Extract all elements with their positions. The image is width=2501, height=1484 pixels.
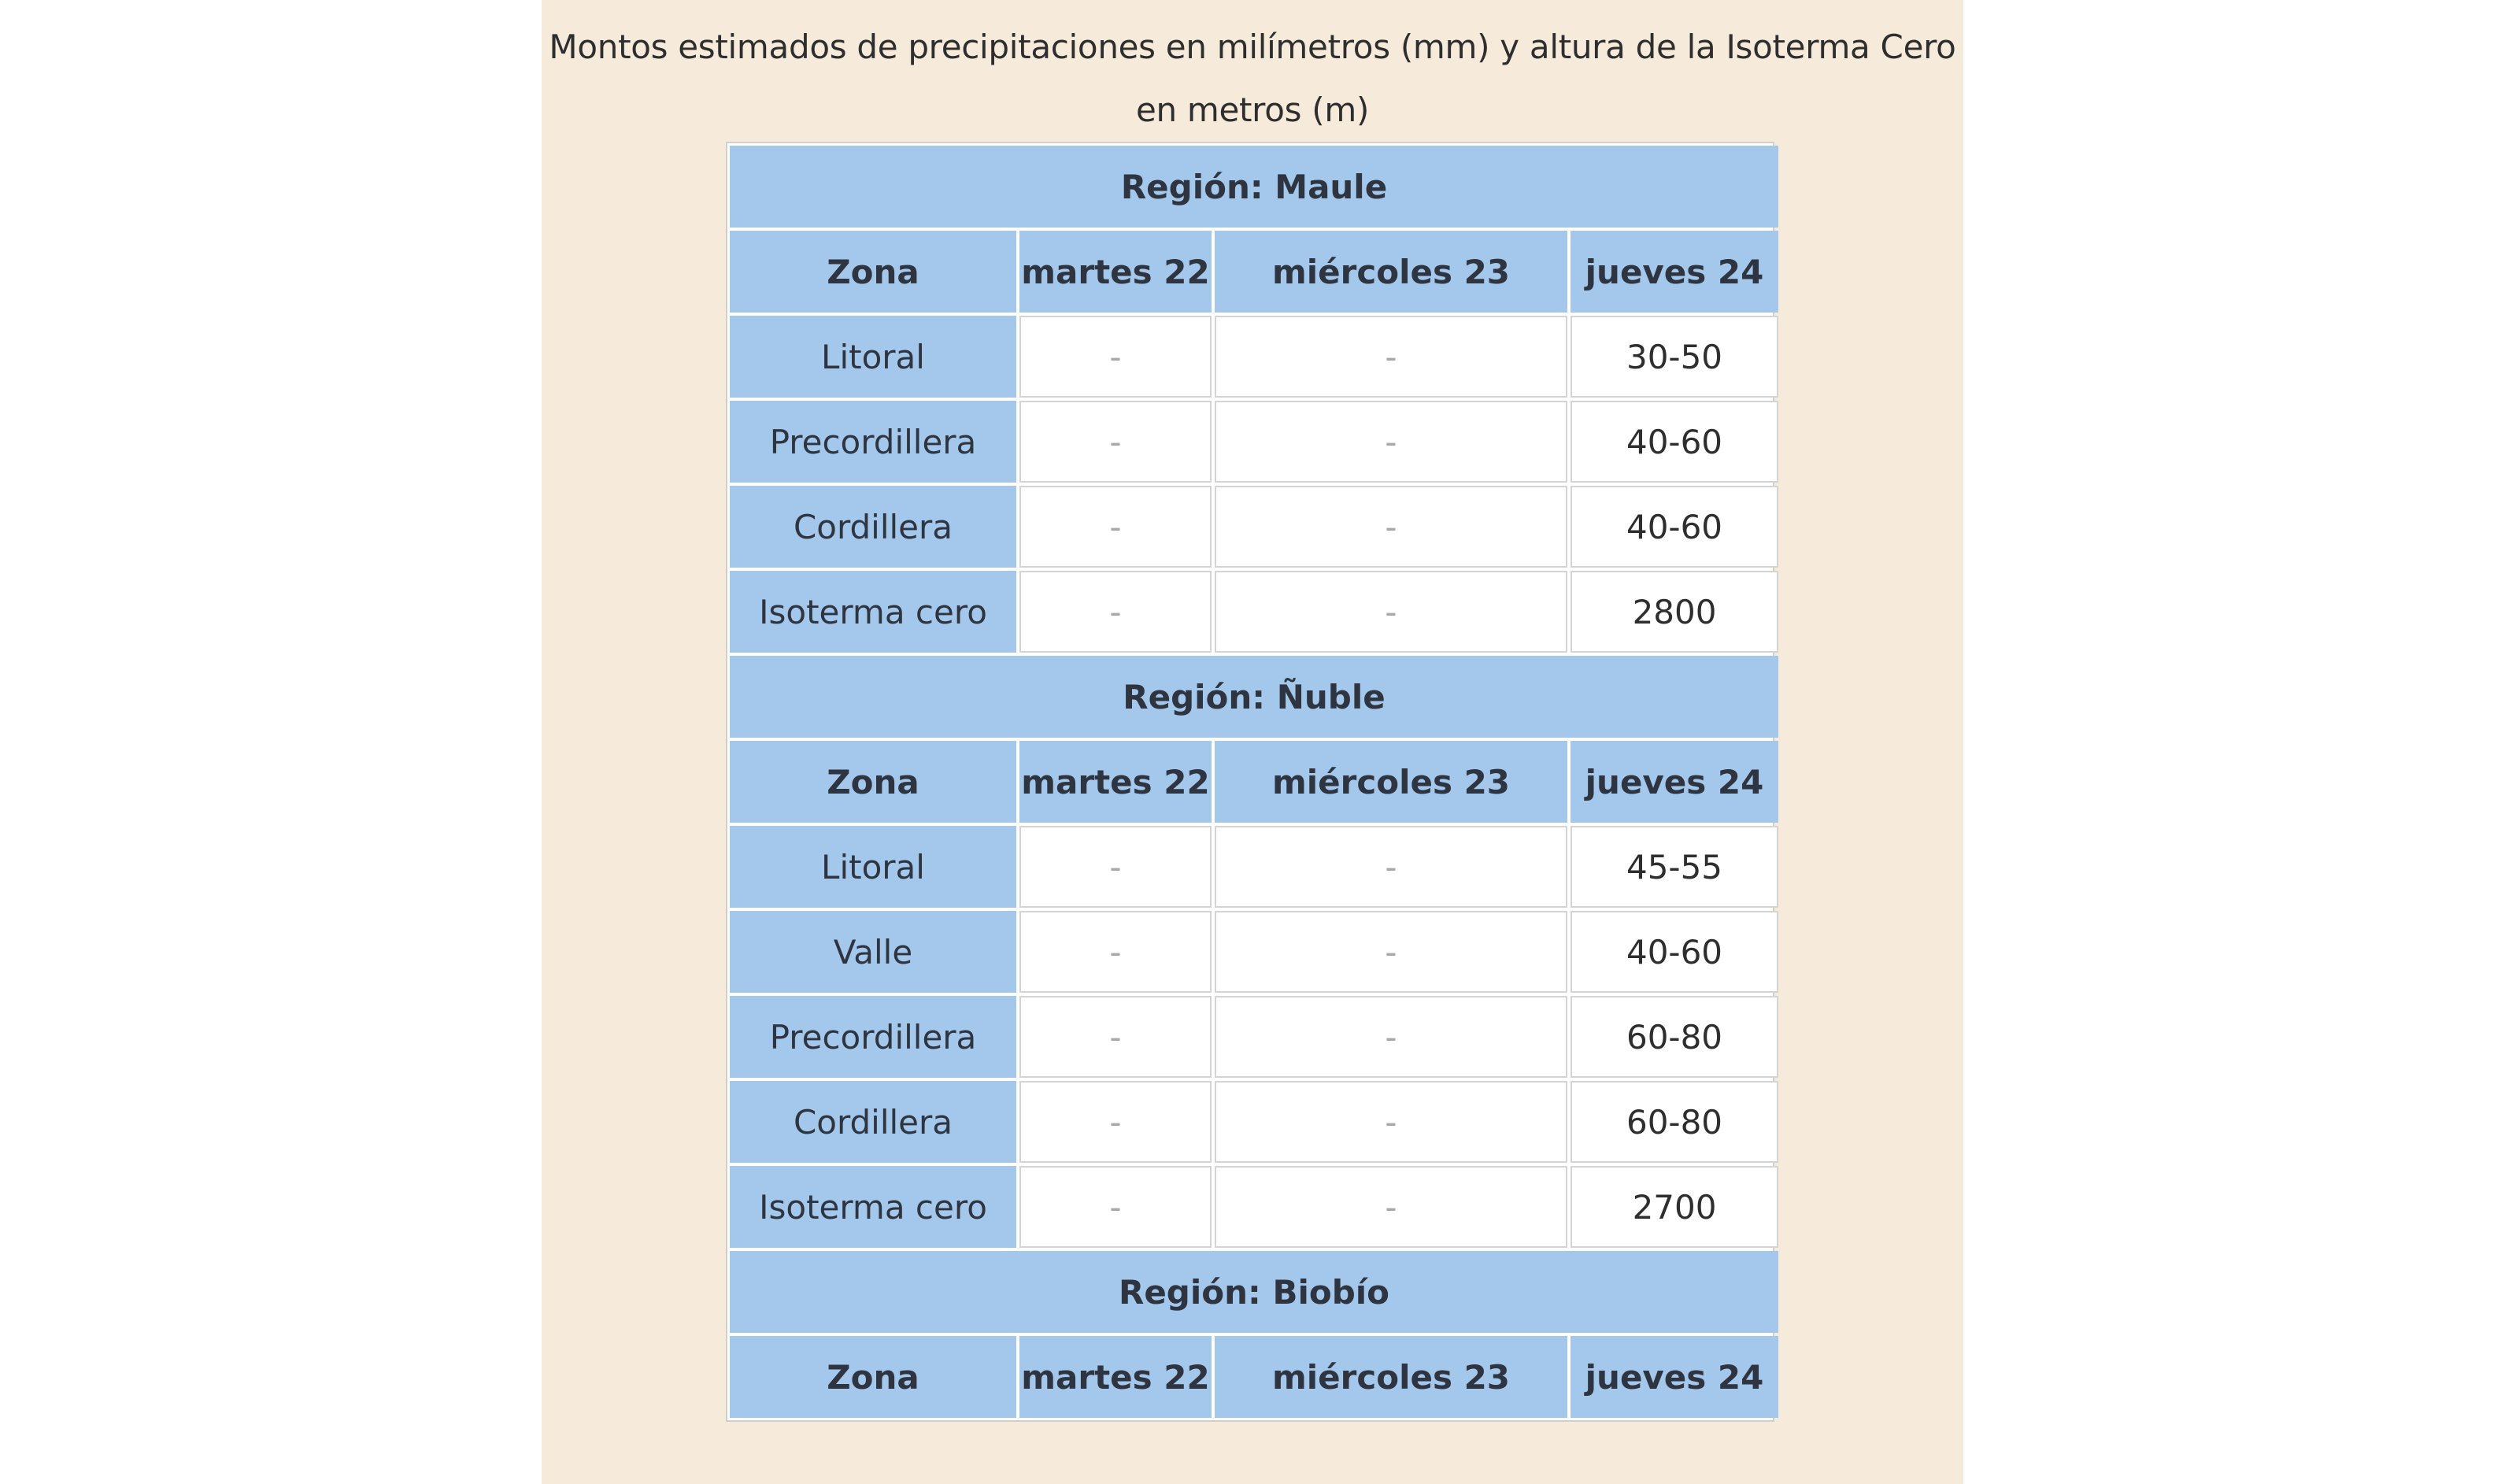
value-cell: 45-55 xyxy=(1571,826,1778,908)
header-zona: Zona xyxy=(730,1336,1016,1418)
content-panel xyxy=(542,0,1963,1484)
header-martes: martes 22 xyxy=(1019,1336,1212,1418)
value-cell: 60-80 xyxy=(1571,1081,1778,1163)
value-cell: - xyxy=(1019,996,1212,1078)
value-cell: 40-60 xyxy=(1571,486,1778,568)
table-row xyxy=(730,1166,1778,1248)
zone-cell: Cordillera xyxy=(730,486,1016,568)
forecast-table-container xyxy=(726,142,1774,1422)
precipitation-table xyxy=(727,142,1781,1421)
region-title: Región: Ñuble xyxy=(730,656,1778,738)
zone-cell: Isoterma cero xyxy=(730,1166,1016,1248)
value-cell: 30-50 xyxy=(1571,316,1778,398)
value-cell: - xyxy=(1019,1081,1212,1163)
zone-cell: Precordillera xyxy=(730,996,1016,1078)
value-cell: 2800 xyxy=(1571,571,1778,653)
value-cell: - xyxy=(1215,996,1567,1078)
header-row xyxy=(730,741,1778,823)
value-cell: - xyxy=(1215,1081,1567,1163)
value-cell: 40-60 xyxy=(1571,401,1778,483)
value-cell: - xyxy=(1019,1166,1212,1248)
value-cell: - xyxy=(1019,911,1212,993)
value-cell: - xyxy=(1019,571,1212,653)
table-row xyxy=(730,486,1778,568)
zone-cell: Precordillera xyxy=(730,401,1016,483)
table-row xyxy=(730,316,1778,398)
value-cell: - xyxy=(1019,486,1212,568)
zone-cell: Valle xyxy=(730,911,1016,993)
zone-cell: Litoral xyxy=(730,316,1016,398)
header-martes: martes 22 xyxy=(1019,741,1212,823)
table-row xyxy=(730,571,1778,653)
value-cell: 40-60 xyxy=(1571,911,1778,993)
header-jueves: jueves 24 xyxy=(1571,741,1778,823)
zone-cell: Litoral xyxy=(730,826,1016,908)
table-caption: Montos estimados de precipitaciones en milímetros (mm) y altura de la Isoterma Cero en metros (m) xyxy=(549,28,1956,129)
value-cell: - xyxy=(1215,316,1567,398)
value-cell: - xyxy=(1215,826,1567,908)
region-title: Región: Maule xyxy=(730,146,1778,228)
value-cell: - xyxy=(1215,486,1567,568)
header-zona: Zona xyxy=(730,741,1016,823)
header-jueves: jueves 24 xyxy=(1571,231,1778,313)
region-title-row xyxy=(730,146,1778,228)
value-cell: - xyxy=(1215,401,1567,483)
header-miercoles: miércoles 23 xyxy=(1215,231,1567,313)
header-row xyxy=(730,1336,1778,1418)
region-title: Región: Biobío xyxy=(730,1251,1778,1333)
header-zona: Zona xyxy=(730,231,1016,313)
header-miercoles: miércoles 23 xyxy=(1215,741,1567,823)
value-cell: - xyxy=(1019,316,1212,398)
header-martes: martes 22 xyxy=(1019,231,1212,313)
table-row xyxy=(730,911,1778,993)
value-cell: - xyxy=(1019,826,1212,908)
table-row xyxy=(730,1081,1778,1163)
table-row xyxy=(730,401,1778,483)
header-jueves: jueves 24 xyxy=(1571,1336,1778,1418)
value-cell: - xyxy=(1019,401,1212,483)
zone-cell: Cordillera xyxy=(730,1081,1016,1163)
header-miercoles: miércoles 23 xyxy=(1215,1336,1567,1418)
region-title-row xyxy=(730,1251,1778,1333)
value-cell: - xyxy=(1215,571,1567,653)
value-cell: - xyxy=(1215,911,1567,993)
header-row xyxy=(730,231,1778,313)
value-cell: - xyxy=(1215,1166,1567,1248)
region-title-row xyxy=(730,656,1778,738)
value-cell: 2700 xyxy=(1571,1166,1778,1248)
zone-cell: Isoterma cero xyxy=(730,571,1016,653)
table-row xyxy=(730,996,1778,1078)
table-row xyxy=(730,826,1778,908)
value-cell: 60-80 xyxy=(1571,996,1778,1078)
